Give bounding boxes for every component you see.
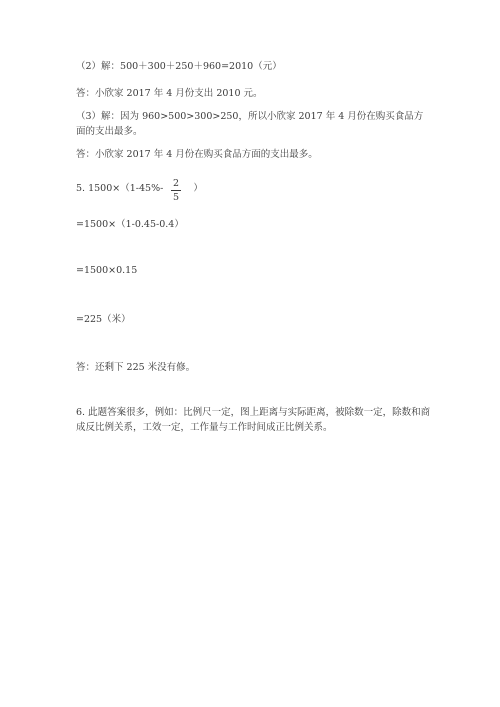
answer-5-step-2: =1500×0.15 [76, 265, 138, 276]
answer-5-step-1: =1500×（1-0.45-0.4） [76, 219, 184, 230]
fraction-bar [171, 190, 181, 191]
answer-2-conclusion: 答：小欣家 2017 年 4 月份支出 2010 元。 [76, 88, 263, 99]
fraction-numerator: 2 [172, 178, 180, 189]
answer-5-expression [76, 182, 203, 196]
expression-prefix: 5. 1500×（1-45%- [76, 183, 164, 194]
answer-3-conclusion: 答：小欣家 2017 年 4 月份在购买食品方面的支出最多。 [76, 149, 318, 160]
answer-2-solution: （2）解：500＋300＋250＋960=2010（元） [76, 61, 282, 72]
expression-suffix: ） [193, 183, 203, 194]
answer-6-text: 6. 此题答案很多，例如：比例尺一定，图上距离与实际距离，被除数一定，除数和商成反比例关系，工效一定，工作量与工作时间成正比例关系。 [76, 407, 431, 433]
answer-5-conclusion: 答：还剩下 225 米没有修。 [76, 362, 196, 373]
answer-5-result: =225（米） [76, 314, 131, 325]
fraction-denominator: 5 [172, 192, 180, 203]
answer-3-solution: （3）解：因为 960>500>300>250，所以小欣家 2017 年 4 月份在购买食品方面的支出最多。 [76, 111, 424, 137]
fraction [171, 178, 181, 203]
